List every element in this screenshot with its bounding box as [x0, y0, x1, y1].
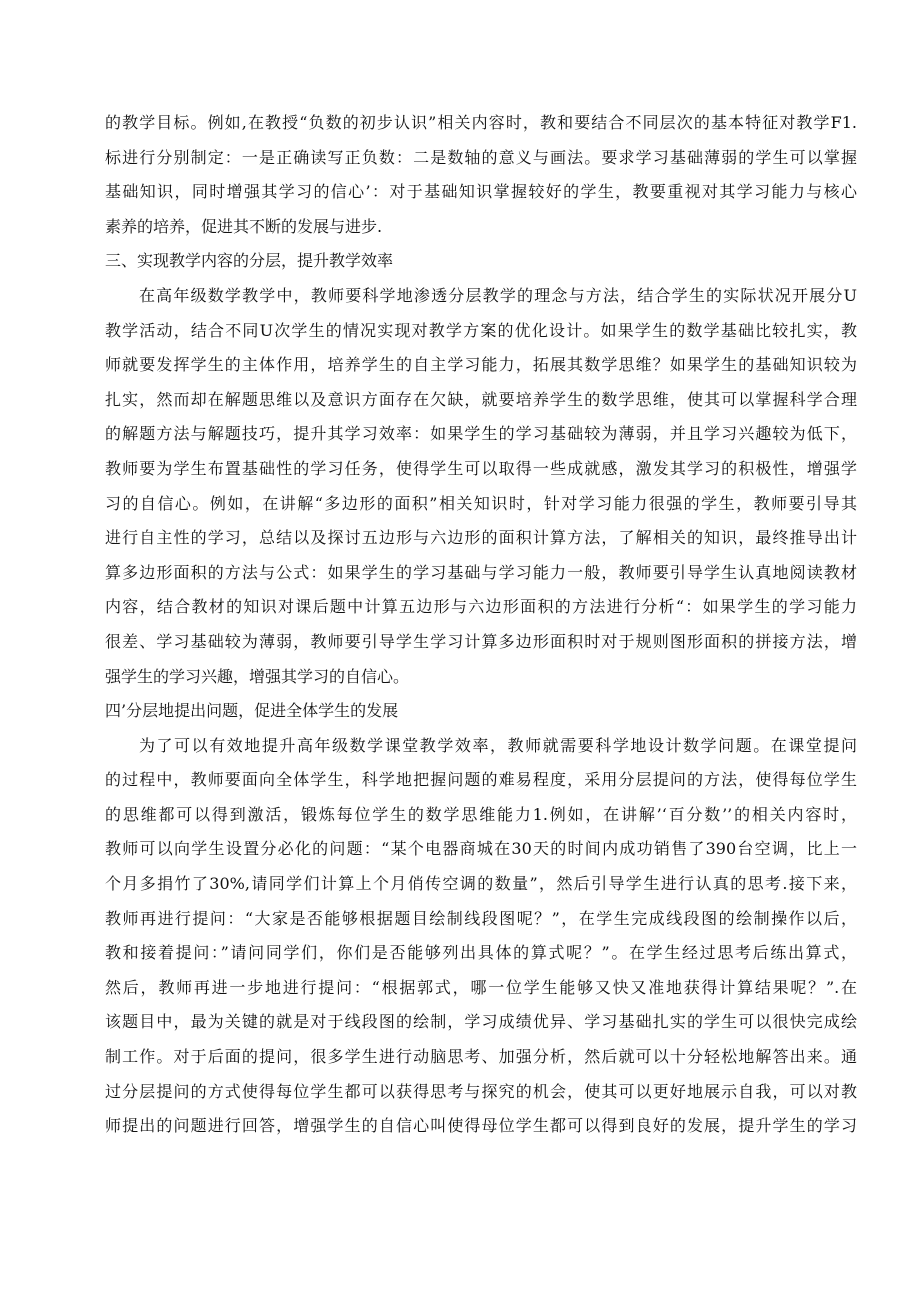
paragraph-line: 内容，结合教材的知识对课后题中计算五边形与六边形面积的方法进行分析“：如果学生的学习能力	[105, 597, 857, 617]
paragraph-line: 的教学目标。例如,在教授“负数的初步认识”相关内容时，教和要结合不同层次的基本特征对教学F1.	[105, 113, 857, 132]
paragraph-line: 进行自主性的学习，总结以及探讨五边形与六边形的面积计算方法，了解相关的知识，最终推导出计	[105, 528, 857, 548]
paragraph-line: 为了可以有效地提升高年级数学课堂教学效率，教师就需要科学地设计数学问题。在课堂提问	[139, 735, 857, 755]
section-heading: 四’分层地提出问题，促进全体学生的发展	[105, 701, 399, 721]
paragraph-line: 算多边形面积的方法与公式：如果学生的学习基础与学习能力一般，教师要引导学生认真地阅读教材	[105, 562, 857, 582]
paragraph-line: 师就要发挥学生的主体作用，培养学生的自主学习能力，拓展其数学思维？如果学生的基础知识较为	[105, 355, 857, 375]
paragraph-line: 素养的培养，促进其不断的发展与进步.	[105, 216, 383, 236]
paragraph-line: 个月多捐竹了30%,请同学们计算上个月俏传空调的数量”，然后引导学生进行认真的思考.接下来，	[105, 874, 857, 894]
paragraph-line: 该题目中，最为关键的就是对于线段图的绘制，学习成绩优异、学习基础扎实的学生可以很快完成绘	[105, 1012, 857, 1032]
section-heading: 三、实现教学内容的分层，提升教学效率	[105, 251, 394, 271]
paragraph-line: 教师要为学生布置基础性的学习任务，使得学生可以取得一些成就感，激发其学习的积极性，增强学	[105, 458, 857, 478]
document-page	[105, 106, 857, 1144]
paragraph-line: 在高年级数学教学中，教师要科学地渗透分层教学的理念与方法，结合学生的实际状况开展分U	[139, 285, 857, 305]
paragraph-line: 的过程中，教师要面向全体学生，科学地把握问题的难易程度，采用分层提问的方法，使得每位学生	[105, 770, 857, 790]
paragraph-line: 强学生的学习兴趣，增强其学习的自信心。	[105, 666, 410, 686]
paragraph-line: 制工作。对于后面的提问，很多学生进行动脑思考、加强分析，然后就可以十分轻松地解答出来。通	[105, 1047, 857, 1067]
paragraph-line: 然后，教师再进一步地进行提问：“根据郭式，哪一位学生能够又快又准地获得计算结果呢？”.在	[105, 977, 857, 997]
paragraph-line: 师提出的问题进行回答，增强学生的自信心叫使得母位学生都可以得到良好的发展，提升学生的学习	[105, 1116, 857, 1136]
paragraph-line: 习的自信心。例如，在讲解“多边形的面积”相关知识时，针对学习能力很强的学生，教师要引导其	[105, 493, 857, 513]
paragraph-line: 扎实，然而却在解题思维以及意识方面存在欠缺，就要培养学生的数学思维，使其可以掌握科学合理	[105, 389, 857, 409]
paragraph-line: 过分层提问的方式使得每位学生都可以获得思考与探究的机会，使其可以更好地展示自我，可以对教	[105, 1081, 857, 1101]
paragraph-line: 教师可以向学生设置分必化的问题：“某个电器商城在30天的时间内成功销售了390台空调，比上一	[105, 839, 857, 859]
paragraph-line: 的解题方法与解题技巧，提升其学习效率：如果学生的学习基础较为薄弱，并且学习兴趣较为低下，	[105, 424, 857, 444]
paragraph-line: 的思维都可以得到激活，锻炼每位学生的数学思维能力1.例如，在讲解’‘百分数’’的相关内容时，	[105, 804, 857, 824]
paragraph-line: 标进行分别制定：一是正确读写正负数：二是数轴的意义与画法。要求学习基础薄弱的学生可以掌握	[105, 147, 857, 167]
paragraph-line: 教师再进行提问：“大家是否能够根据题目绘制线段图呢？”，在学生完成线段图的绘制操作以后，	[105, 908, 857, 928]
paragraph-line: 很差、学习基础较为薄弱，教师要引导学生学习计算多边形面积时对于规则图形面积的拼接方法，增	[105, 631, 857, 651]
paragraph-line: 基础知识，同时增强其学习的信心’：对于基础知识掌握较好的学生，教要重视对其学习能力与核心	[105, 182, 857, 202]
paragraph-line: 教和接着提问：”请问同学们，你们是否能够列出具体的算式呢？”。在学生经过思考后练出算式，	[105, 943, 857, 963]
paragraph-line: 教学活动，结合不同U次学生的情况实现对教学方案的优化设计。如果学生的数学基础比较扎实，教	[105, 320, 857, 340]
